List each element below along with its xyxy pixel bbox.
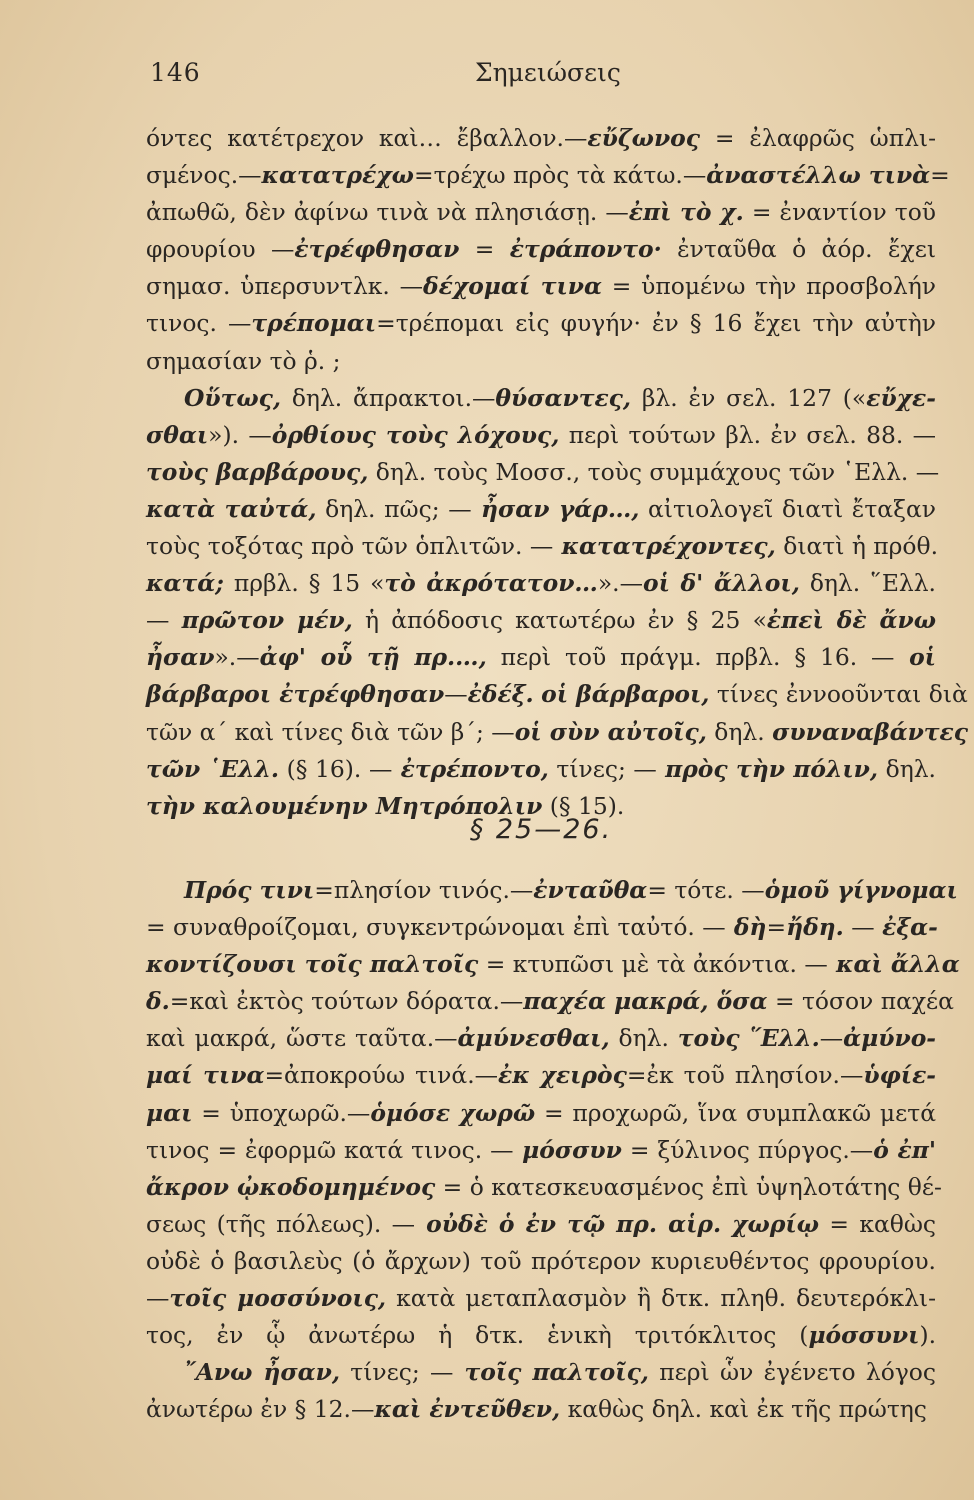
page-number: 146: [150, 58, 201, 87]
gloss: = συναθροίζομαι, συγκεντρώνομαι ἐπὶ ταὐτό. —: [146, 913, 726, 942]
gloss: περὶ τοῦ πράγμ. πρβλ. § 16. —: [486, 643, 895, 672]
lemma: μαί τινα: [146, 1061, 265, 1090]
text-line: [146, 676, 968, 713]
gloss: =: [930, 161, 950, 190]
text-line: [146, 1280, 936, 1317]
gloss: τινος = ἐφορμῶ κατά τινος. —: [146, 1135, 514, 1164]
gloss: τίνες; —: [340, 1358, 454, 1387]
lemma: κοντίζουσι τοῖς παλτοῖς: [146, 950, 479, 979]
gloss: —: [444, 680, 468, 709]
gloss: = ὁ κατεσκευασμένος ἐπὶ ὑψηλοτάτης θέ-: [435, 1172, 942, 1201]
gloss: περὶ τούτων βλ. ἐν σελ. 88. —: [559, 420, 936, 449]
gloss: ἐνταῦθα ὁ ἀόρ. ἔχει: [661, 235, 936, 264]
gloss: δηλ.: [706, 717, 773, 746]
lemma: οὐδὲ ὁ ἐν τῷ πρ. αἱρ. χωρίῳ: [415, 1209, 819, 1238]
gloss: δηλ. τοὺς Μοσσ., τοὺς συμμάχους τῶν ῾Ελλ. —: [368, 457, 940, 486]
text-line: [146, 305, 936, 342]
gloss: =καὶ ἐκτὸς τούτων δόρατα.—: [169, 987, 524, 1016]
gloss: ἀπωθῶ, δὲν ἀφίνω τινὰ νὰ πλησιάσῃ. —: [146, 198, 629, 227]
lemma: ἦσαν γάρ…,: [471, 494, 640, 523]
lemma: ἀναστέλλω τινὰ: [706, 161, 931, 190]
lemma: ἐπὶ τὸ χ.: [628, 198, 744, 227]
lemma: ῎Ανω ἦσαν,: [184, 1358, 340, 1387]
text-line: [146, 565, 936, 602]
lemma: σθαι: [146, 420, 209, 449]
text-line: [146, 528, 939, 565]
lemma: μόσσυνι: [808, 1321, 920, 1350]
text-line: [146, 1243, 936, 1280]
text-line: [146, 194, 936, 231]
text-line: [146, 872, 958, 909]
gloss: = κτυπῶσι μὲ τὰ ἀκόντια. —: [478, 950, 828, 979]
gloss: =ἀποκρούω τινά.—: [264, 1061, 499, 1090]
gloss: =τρέπομαι εἰς φυγήν· ἐν § 16 ἔχει τὴν αὐτὴν: [376, 309, 936, 338]
text-line: [146, 946, 960, 983]
gloss: (§ 15).: [542, 791, 625, 820]
lemma: ὁμοῦ γίγνομαι: [764, 876, 958, 904]
text-line: [146, 380, 936, 417]
lemma: ἐπεὶ δὲ ἄνω: [766, 606, 936, 635]
lemma: ἀμύνο-: [843, 1024, 936, 1053]
lemma: παχέα μακρά, ὅσα: [523, 987, 768, 1016]
lemma: ἐτρέφθησαν: [294, 235, 460, 264]
gloss: = ἐλαφρῶς ὡπλι-: [700, 124, 936, 152]
lemma: συναναβάντες: [772, 717, 969, 746]
lemma: οἱ σὺν αὐτοῖς,: [514, 717, 707, 746]
lemma: ἐδέξ.: [467, 680, 534, 709]
page-header: [150, 58, 950, 98]
lemma: οἱ δ' ἄλλοι,: [642, 569, 800, 598]
gloss: φρουρίου —: [146, 235, 295, 264]
lemma: ὑφίε-: [863, 1061, 937, 1090]
gloss: τίνες; —: [548, 754, 657, 783]
text-line: [146, 1169, 942, 1206]
gloss: —: [843, 913, 883, 942]
gloss: τινος. —: [146, 309, 252, 338]
gloss: ).: [919, 1321, 936, 1350]
text-line: [146, 1095, 936, 1132]
gloss: =πλησίον τινός.—: [314, 876, 534, 904]
text-line: [146, 268, 936, 305]
lemma: μόσσυν: [513, 1135, 622, 1164]
gloss: = ὑπομένω τὴν προσβολήν: [602, 272, 936, 301]
lemma: κατατρέχω: [261, 161, 414, 190]
gloss: ».—: [214, 643, 260, 672]
lemma: οἱ: [894, 643, 936, 672]
text-line: [146, 1132, 936, 1169]
gloss: δηλ. ἄπρακτοι.—: [281, 383, 496, 412]
gloss: = προχωρῶ, ἵνα συμπλακῶ μετά: [535, 1098, 936, 1127]
gloss: —: [146, 606, 182, 635]
lemma: τρέπομαι: [251, 309, 377, 338]
gloss: = ξύλινος πύργος.—: [621, 1135, 874, 1164]
lemma: εὔζωνος: [587, 124, 701, 152]
gloss: = ἐναντίον τοῦ: [743, 198, 937, 227]
page-body: [146, 120, 969, 1424]
notes-paragraph-24: [146, 120, 969, 825]
gloss: —: [146, 1284, 170, 1313]
gloss: οὐδὲ ὁ βασιλεὺς (ὁ ἄρχων) τοῦ πρότερον κυριευθέντος φρουρίου.: [146, 1246, 936, 1275]
lemma: τοῖς μοσσύνοις,: [169, 1284, 387, 1313]
lemma: Οὕτως,: [184, 383, 282, 412]
gloss: ».—: [597, 569, 643, 598]
text-line: [146, 1020, 936, 1057]
gloss: τῶν α΄ καὶ τίνες διὰ τῶν β΄; —: [146, 717, 515, 746]
gloss: = τόσον παχέα: [767, 987, 954, 1016]
text-line: [146, 1317, 936, 1354]
lemma: Πρός τινι: [184, 876, 315, 904]
gloss: καὶ μακρά, ὥστε ταῦτα.—: [146, 1024, 458, 1053]
gloss: σημασ. ὑπερσυντλκ. —: [146, 272, 423, 301]
gloss: =ἐκ τοῦ πλησίον.—: [626, 1061, 864, 1090]
lemma: ἀφ' οὗ τῇ πρ.…,: [259, 643, 487, 672]
text-line: [146, 1354, 936, 1391]
gloss: δηλ.: [878, 754, 936, 783]
text-line: [146, 231, 936, 268]
lemma: ὁ ἐπ': [873, 1135, 936, 1164]
lemma: βάρβαροι ἐτρέφθησαν: [146, 680, 445, 709]
gloss: = καθὼς: [818, 1209, 936, 1238]
text-line: [146, 491, 936, 528]
lemma: δ.: [146, 987, 170, 1016]
lemma: ἐτρέποντο,: [392, 754, 549, 783]
gloss: περὶ ὧν ἐγένετο λόγος: [648, 1358, 936, 1387]
gloss: καθὼς δηλ. καὶ ἐκ τῆς πρώτης: [560, 1395, 927, 1424]
lemma: τὸ ἀκρότατον…: [384, 569, 598, 598]
gloss: διατὶ ἡ πρόθ.: [775, 532, 939, 561]
gloss: δηλ. πῶς; —: [316, 494, 472, 523]
gloss: σημασίαν τὸ ῥ. ;: [146, 346, 341, 375]
lemma: τοὺς ῞Ελλ.: [677, 1024, 820, 1053]
lemma: καὶ ἐντεῦθεν,: [374, 1395, 561, 1424]
gloss: τοὺς τοξότας πρὸ τῶν ὁπλιτῶν. —: [146, 532, 554, 561]
text-line: [146, 120, 936, 157]
lemma: ἐτράποντο·: [509, 235, 662, 264]
lemma: καὶ ἄλλα: [827, 950, 960, 979]
lemma: πρῶτον μέν,: [181, 606, 353, 635]
lemma: τοῖς παλτοῖς,: [453, 1358, 649, 1387]
gloss: δηλ.: [609, 1024, 678, 1053]
text-line: [146, 1206, 936, 1243]
gloss: βλ. ἐν σελ. 127 («: [631, 383, 867, 412]
gloss: αἰτιολογεῖ διατὶ ἔταξαν: [639, 494, 936, 523]
lemma: ὀρθίους τοὺς λόχους,: [271, 420, 560, 449]
lemma: ἄκρον ᾠκοδομημένος: [146, 1172, 436, 1201]
gloss: κατὰ μεταπλασμὸν ἢ δτκ. πληθ. δευτερόκλι-: [386, 1284, 936, 1313]
gloss: τος, ἐν ᾧ ἀνωτέρω ἡ δτκ. ἑνικὴ τριτόκλιτος (: [146, 1321, 809, 1350]
lemma: εὔχε-: [866, 383, 936, 412]
gloss: »). —: [208, 420, 272, 449]
lemma: ἤδη.: [786, 913, 844, 942]
lemma: κατατρέχοντες,: [553, 532, 776, 561]
lemma: δέχομαί τινα: [423, 272, 603, 301]
text-line: [146, 343, 936, 380]
lemma: ὁμόσε χωρῶ: [370, 1098, 536, 1127]
gloss: πρβλ. § 15 «: [223, 569, 385, 598]
gloss: όντες κατέτρεχον καὶ… ἔβαλλον.: [146, 124, 564, 152]
lemma: ἐκ χειρὸς: [498, 1061, 627, 1090]
notes-paragraph-25-26: [146, 872, 960, 1428]
text-line: [146, 1057, 936, 1094]
text-line: [146, 909, 936, 946]
lemma: ἦσαν: [146, 643, 215, 672]
text-line: [146, 157, 950, 194]
text-line: [146, 1391, 936, 1428]
lemma: μαι: [146, 1098, 193, 1127]
gloss: =: [459, 235, 510, 264]
text-line: [146, 454, 940, 491]
lemma: ἀμύνεσθαι,: [457, 1024, 610, 1053]
lemma: ἐνταῦθα: [533, 876, 648, 904]
section-heading: § 25—26.: [469, 814, 613, 845]
text-line: [146, 751, 936, 788]
lemma: θύσαντες,: [495, 383, 632, 412]
text-line: [146, 983, 954, 1020]
lemma: ἐξα-: [882, 913, 938, 942]
gloss: = τότε. —: [647, 876, 765, 904]
lemma: κατὰ ταὐτά,: [146, 494, 317, 523]
gloss: =τρέχω πρὸς τὰ κάτω.—: [413, 161, 707, 190]
lemma: τῶν ῾Ελλ.: [146, 754, 280, 783]
text-line: [146, 714, 969, 751]
lemma: τοὺς βαρβάρους,: [146, 457, 369, 486]
gloss: = ὑποχωρῶ.—: [192, 1098, 371, 1127]
gloss: δηλ. ῞Ελλ.: [799, 569, 936, 598]
lemma: κατά;: [146, 569, 224, 598]
lemma: τὴν καλουμένην Μητρόπολιν: [146, 791, 543, 820]
gloss: ἀνωτέρω ἐν § 12.—: [146, 1395, 375, 1424]
lemma: πρὸς τὴν πόλιν,: [656, 754, 879, 783]
running-title: Σημειώσεις: [475, 58, 621, 87]
gloss: ἡ ἀπόδοσις κατωτέρω ἐν § 25 «: [352, 606, 767, 635]
gloss: =: [766, 913, 787, 942]
text-line: [146, 602, 936, 639]
gloss: —: [819, 1024, 844, 1053]
gloss: σμένος.—: [146, 161, 262, 190]
gloss: (§ 16). —: [279, 754, 393, 783]
lemma: οἱ βάρβαροι,: [541, 680, 710, 709]
gloss: τίνες ἐννοοῦνται διὰ: [709, 680, 968, 709]
gloss: σεως (τῆς πόλεως). —: [146, 1209, 416, 1238]
text-line: [146, 639, 936, 676]
gloss: —: [563, 124, 588, 152]
lemma: δὴ: [725, 913, 767, 942]
text-line: [146, 417, 936, 454]
gloss: [534, 680, 541, 708]
